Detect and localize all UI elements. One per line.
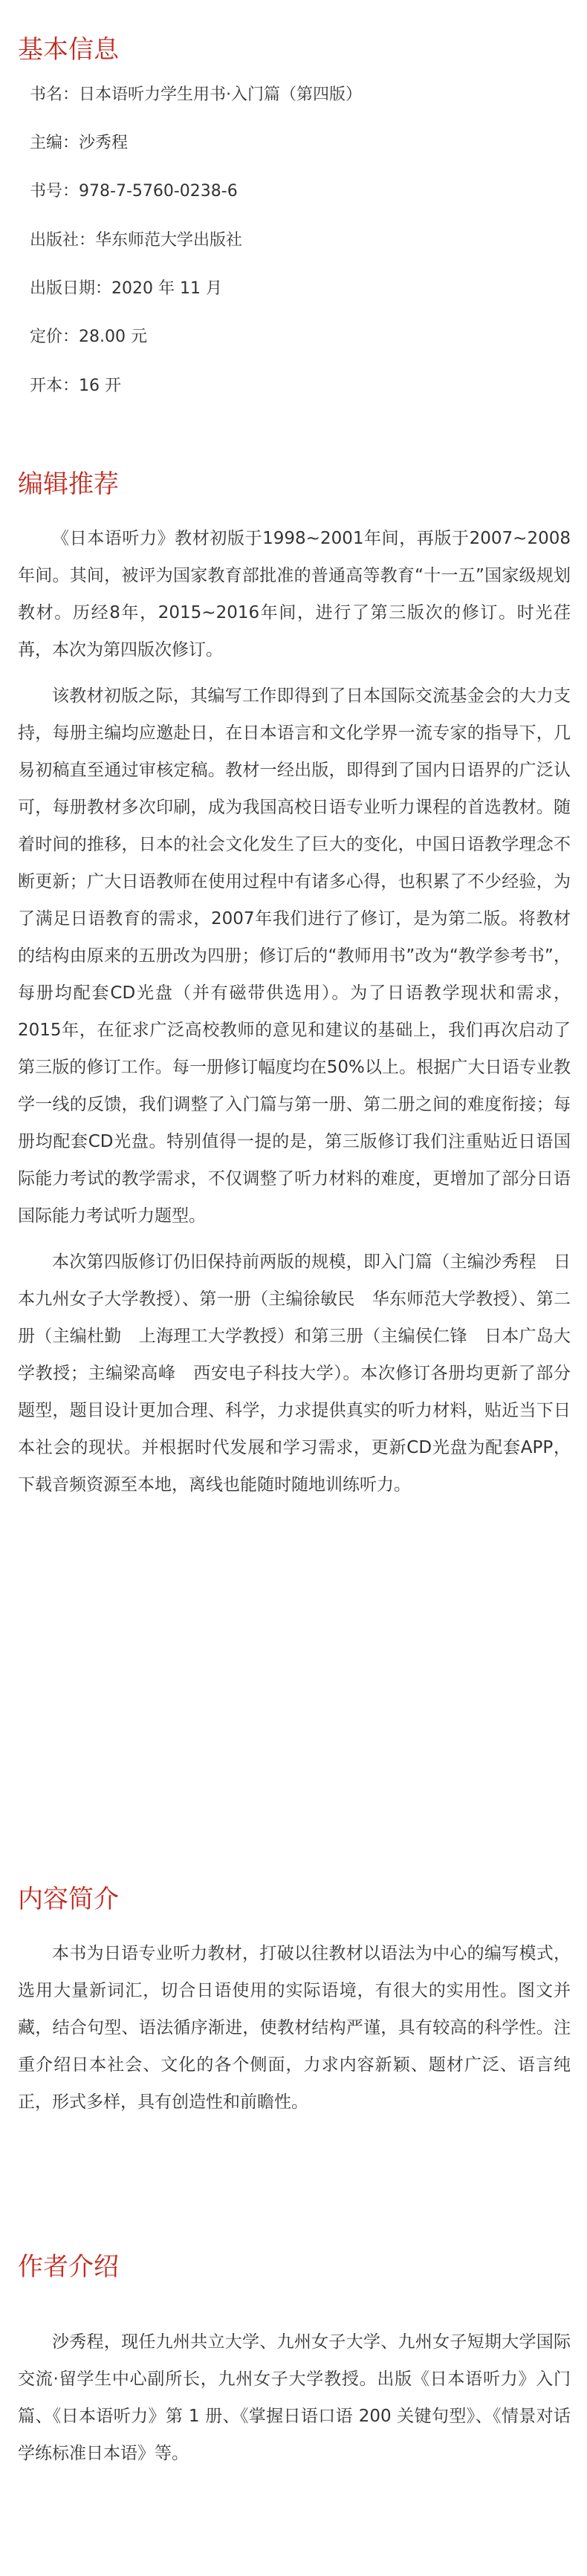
section-title-author-intro: 作者介绍 xyxy=(18,2252,119,2282)
section-title-basic-info: 基本信息 xyxy=(18,35,119,65)
info-value: 华东师范大学出版社 xyxy=(95,231,243,250)
info-value: 2020 年 11 月 xyxy=(111,279,222,298)
info-label: 开本： xyxy=(30,377,80,395)
paragraph: 沙秀程，现任九州共立大学、九州女子大学、九州女子短期大学国际交流·留学生中心副所长，九州女子大学教授。出版《日本语听力》入门篇、《日本语听力》第 1 册、《掌握日语口语 200 关键句型》、《情景对话学练标准日本语》等。 xyxy=(18,2332,571,2463)
paragraph: 本次第四版修订仍旧保持前两版的规模，即入门篇（主编沙秀程 日本九州女子大学教授）、第一册（主编徐敏民 华东师范大学教授）、第二册（主编杜勤 上海理工大学教授）和第三册（主编侯仁锋 日本广岛大学教授；主编梁高峰 西安电子科技大学）。本次修订各册均更新了部分题型，题目设计更加合理、科学，力求提供真实的听力材料，贴近当下日本社会的现状。并根据时代发展和学习需求，更新CD光盘为配套APP，下载音频资源至本地，离线也能随时随地训练听力。 xyxy=(18,1252,571,1494)
info-row-editor xyxy=(30,135,128,152)
info-row-publish-date xyxy=(30,281,222,297)
paragraph: 《日本语听力》教材初版于1998~2001年间，再版于2007~2008年间。其间，被评为国家教育部批准的普通高等教育“十一五”国家级规划教材。历经8年，2015~2016年间，进行了第三版次的修订。时光荏苒，本次为第四版次修订。 xyxy=(18,529,571,660)
info-label: 出版社： xyxy=(30,231,96,250)
info-value: 978-7-5760-0238-6 xyxy=(79,182,238,201)
editor-recommend-body xyxy=(18,520,571,1503)
info-row-publisher xyxy=(30,232,242,249)
info-row-format xyxy=(30,378,121,394)
info-value: 28.00 元 xyxy=(79,328,147,346)
info-label: 主编： xyxy=(30,134,80,152)
info-label: 书名： xyxy=(30,85,80,104)
info-row-price xyxy=(30,329,147,345)
info-row-book-name xyxy=(30,87,362,103)
info-value: 沙秀程 xyxy=(79,134,129,152)
info-label: 出版日期： xyxy=(30,279,112,298)
paragraph: 该教材初版之际，其编写工作即得到了日本国际交流基金会的大力支持，每册主编均应邀赴日，在日本语言和文化学界一流专家的指导下，几易初稿直至通过审核定稿。教材一经出版，即得到了国内日语界的广泛认可，每册教材多次印刷，成为我国高校日语专业听力课程的首选教材。随着时间的推移，日本的社会文化发生了巨大的变化，中国日语教学理念不断更新；广大日语教师在使用过程中有诸多心得，也积累了不少经验，为了满足日语教育的需求，2007年我们进行了修订，是为第二版。将教材的结构由原来的五册改为四册；修订后的“教师用书”改为“教学参考书”，每册均配套CD光盘（并有磁带供选用）。为了日语教学现状和需求，2015年，在征求广泛高校教师的意见和建议的基础上，我们再次启动了第三版的修订工作。每一册修订幅度均在50%以上。根据广大日语专业教学一线的反馈，我们调整了入门篇与第一册、第二册之间的难度衔接；每册均配套CD光盘。特别值得一提的是，第三版修订我们注重贴近日语国际能力考试的教学需求，不仅调整了听力材料的难度，更增加了部分日语国际能力考试听力题型。 xyxy=(18,686,571,1226)
info-label: 定价： xyxy=(30,328,80,346)
paragraph: 本书为日语专业听力教材，打破以往教材以语法为中心的编写模式，选用大量新词汇，切合日语使用的实际语境，有很大的实用性。图文并藏，结合句型、语法循序渐进，使教材结构严谨，具有较高的科学性。注重介绍日本社会、文化的各个侧面，力求内容新颖、题材广泛、语言纯正，形式多样，具有创造性和前瞻性。 xyxy=(18,1944,571,2112)
content-intro-body xyxy=(18,1935,571,2121)
section-title-editor-recommend: 编辑推荐 xyxy=(18,469,119,499)
info-value: 日本语听力学生用书·入门篇（第四版） xyxy=(79,85,363,104)
author-intro-body xyxy=(18,2323,571,2472)
info-value: 16 开 xyxy=(79,377,122,395)
info-row-isbn xyxy=(30,183,238,200)
info-label: 书号： xyxy=(30,182,80,201)
section-title-content-intro: 内容简介 xyxy=(18,1884,119,1914)
